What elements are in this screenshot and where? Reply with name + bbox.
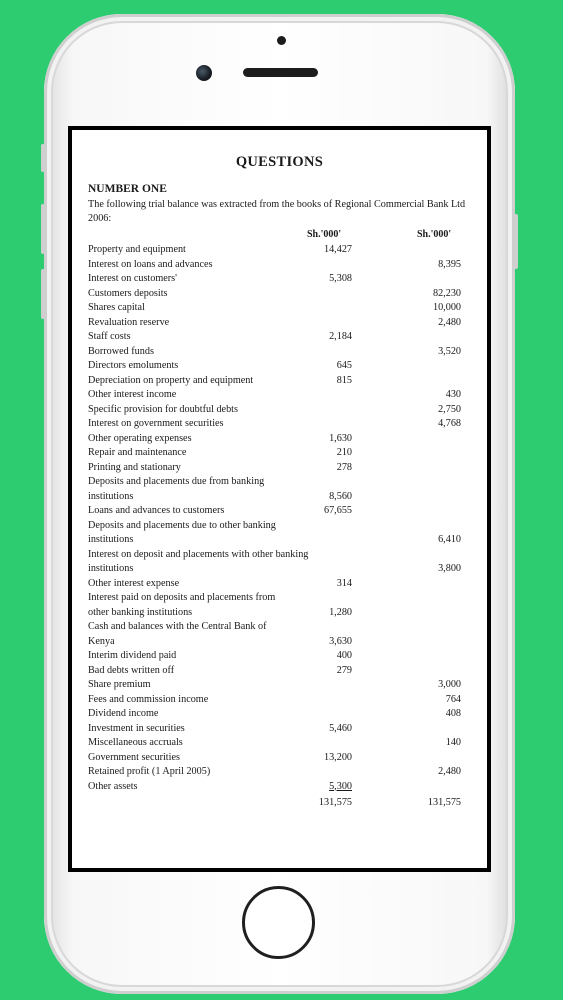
table-row <box>88 693 483 708</box>
row-label: Other interest income <box>88 389 177 400</box>
row-label: Directors emoluments <box>88 360 179 371</box>
row-label: Kenya <box>88 635 115 647</box>
debit-value: 13,200 <box>323 751 352 763</box>
table-row <box>88 664 483 679</box>
credit-value: 430 <box>445 389 461 400</box>
table-row <box>88 635 483 650</box>
table-row <box>88 475 483 490</box>
debit-value: 279 <box>336 664 352 676</box>
row-label: Printing and stationary <box>88 461 181 473</box>
table-row <box>88 504 483 519</box>
row-label: Shares capital <box>88 302 145 313</box>
row-label: Other operating expenses <box>88 432 192 444</box>
document-page[interactable] <box>72 130 487 868</box>
table-row <box>88 548 483 563</box>
row-label: Repair and maintenance <box>88 447 187 458</box>
credit-value: 131,575 <box>427 797 461 808</box>
debit-value: 3,630 <box>329 635 352 647</box>
table-row <box>88 606 483 621</box>
table-row <box>88 722 483 737</box>
credit-value: 10,000 <box>432 302 461 313</box>
table-row <box>88 780 483 795</box>
row-label: Miscellaneous accruals <box>88 737 183 748</box>
table-row <box>88 620 483 635</box>
table-row <box>88 490 483 505</box>
credit-value: 2,480 <box>438 316 461 328</box>
mute-switch[interactable] <box>41 144 45 172</box>
table-row <box>88 359 483 374</box>
credit-value: 2,480 <box>438 766 461 777</box>
row-label: Dividend income <box>88 708 159 719</box>
table-row <box>88 751 483 766</box>
volume-down-button[interactable] <box>41 269 45 319</box>
row-label: Depreciation on property and equipment <box>88 374 254 386</box>
table-row <box>88 258 483 273</box>
table-row <box>88 461 483 476</box>
table-row <box>88 649 483 664</box>
debit-value: 210 <box>336 447 352 458</box>
row-label: Deposits and placements due to other banking <box>88 519 276 531</box>
credit-value: 2,750 <box>438 403 461 415</box>
credit-value: 3,800 <box>438 563 461 574</box>
debit-value: 5,460 <box>329 722 352 734</box>
page-title: QUESTIONS <box>235 154 324 170</box>
table-row <box>88 432 483 447</box>
debit-value: 645 <box>336 360 352 371</box>
trial-balance-table <box>88 243 483 811</box>
debit-column-header: Sh.'000' <box>307 229 342 240</box>
credit-value: 6,410 <box>438 534 461 545</box>
table-row <box>88 374 483 389</box>
row-label: Deposits and placements due from banking <box>88 476 265 487</box>
table-row <box>88 736 483 751</box>
row-label: Interest on loans and advances <box>88 258 213 270</box>
credit-value: 8,395 <box>438 258 461 270</box>
row-label: Loans and advances to customers <box>88 505 225 516</box>
table-row <box>88 562 483 577</box>
row-label: Borrowed funds <box>88 345 154 357</box>
row-label: institutions <box>88 534 134 545</box>
table-row <box>88 519 483 534</box>
credit-value: 408 <box>445 708 461 719</box>
table-row <box>88 345 483 360</box>
volume-up-button[interactable] <box>41 204 45 254</box>
home-button[interactable] <box>242 886 315 959</box>
earpiece-speaker <box>243 68 318 77</box>
table-row <box>88 446 483 461</box>
question-intro: The following trial balance was extracted from the books of Regional Commercial Bank Ltd 2006: <box>88 199 466 224</box>
table-row <box>88 577 483 592</box>
debit-value: 8,560 <box>329 490 352 502</box>
row-label: Specific provision for doubtful debts <box>88 403 238 415</box>
debit-value: 67,655 <box>323 505 352 516</box>
row-label: Other assets <box>88 780 138 792</box>
table-row <box>88 765 483 780</box>
debit-value: 5,300 <box>329 780 352 792</box>
credit-value: 764 <box>445 693 461 705</box>
credit-value: 82,230 <box>432 287 461 299</box>
debit-value: 400 <box>336 650 352 661</box>
row-label: Retained profit (1 April 2005) <box>88 766 211 777</box>
table-row <box>88 272 483 287</box>
row-label: Interest on customers' <box>88 273 177 284</box>
row-label: Bad debts written off <box>88 664 175 676</box>
table-row <box>88 591 483 606</box>
row-label: institutions <box>88 490 134 502</box>
phone-screen <box>68 126 491 872</box>
section-heading: NUMBER ONE <box>88 183 167 195</box>
row-label: other banking institutions <box>88 606 193 618</box>
row-label: Other interest expense <box>88 577 180 589</box>
table-row <box>88 388 483 403</box>
power-button[interactable] <box>514 214 518 269</box>
row-label: Customers deposits <box>88 287 168 299</box>
row-label: Interest on government securities <box>88 418 224 429</box>
credit-value: 3,520 <box>438 345 461 357</box>
row-label: Interest paid on deposits and placements from <box>88 592 276 603</box>
row-label: Fees and commission income <box>88 693 209 705</box>
debit-value: 1,630 <box>329 432 352 444</box>
table-row <box>88 301 483 316</box>
row-label: Share premium <box>88 679 151 690</box>
debit-value: 1,280 <box>329 606 352 618</box>
debit-value: 815 <box>336 374 352 386</box>
debit-value: 131,575 <box>318 797 352 808</box>
table-row <box>88 403 483 418</box>
debit-value: 5,308 <box>329 273 352 284</box>
debit-value: 2,184 <box>329 331 352 342</box>
row-label: Interim dividend paid <box>88 650 177 661</box>
credit-value: 3,000 <box>438 679 461 690</box>
row-label: Government securities <box>88 751 180 763</box>
row-label: Cash and balances with the Central Bank of <box>88 621 267 632</box>
credit-value: 140 <box>445 737 461 748</box>
row-label: Staff costs <box>88 331 131 342</box>
table-row <box>88 316 483 331</box>
proximity-sensor <box>277 36 286 45</box>
row-label: Revaluation reserve <box>88 316 170 328</box>
table-row <box>88 796 483 811</box>
row-label: Investment in securities <box>88 722 185 734</box>
debit-value: 14,427 <box>323 244 352 255</box>
credit-column-header: Sh.'000' <box>417 229 452 240</box>
row-label: Interest on deposit and placements with other banking <box>88 548 309 560</box>
debit-value: 278 <box>336 461 352 473</box>
table-row <box>88 417 483 432</box>
row-label: institutions <box>88 563 134 574</box>
table-row <box>88 678 483 693</box>
front-camera-icon <box>196 65 212 81</box>
table-row <box>88 707 483 722</box>
table-row <box>88 243 483 258</box>
table-row <box>88 533 483 548</box>
table-row <box>88 330 483 345</box>
credit-value: 4,768 <box>438 418 461 429</box>
table-row <box>88 287 483 302</box>
row-label: Property and equipment <box>88 244 186 255</box>
debit-value: 314 <box>336 577 352 589</box>
